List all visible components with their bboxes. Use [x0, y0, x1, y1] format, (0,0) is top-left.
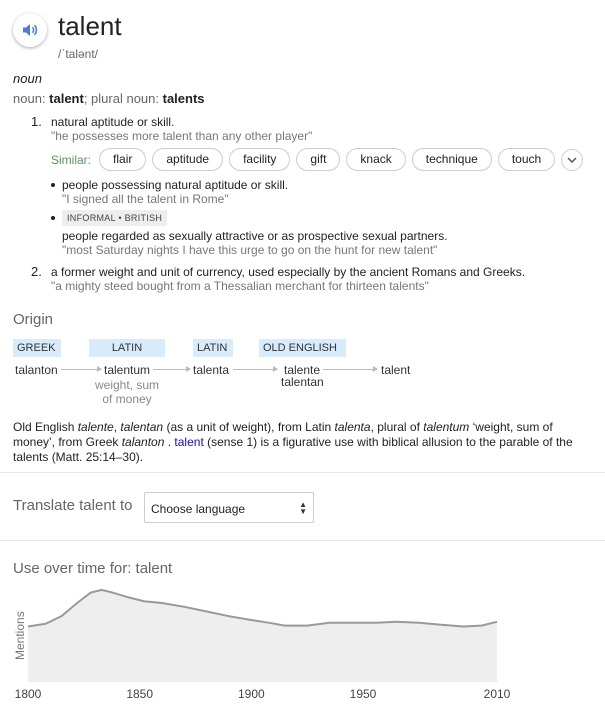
similar-chip[interactable]: gift	[296, 148, 340, 171]
etym-text: .	[164, 435, 175, 449]
etym-italic: talenta	[334, 420, 371, 434]
word-forms	[13, 91, 205, 106]
similar-words	[51, 148, 583, 171]
talent-link[interactable]: talent	[174, 435, 204, 449]
x-tick-label: 2010	[483, 687, 511, 701]
x-tick-label: 1850	[126, 687, 154, 701]
usage-area	[28, 590, 497, 682]
usage-title: Use over time for: talent	[13, 560, 173, 577]
origin-title: Origin	[13, 311, 54, 328]
etymology-text	[13, 420, 593, 465]
etym-text: (sense 1) is a figurative use with biblical allusion to the parable of the talents (Matt. 25:14–30).	[13, 435, 573, 464]
etym-italic: talentan	[120, 420, 164, 434]
sense-1	[51, 115, 312, 143]
origin-word: talentan	[281, 375, 324, 389]
bullet-dot	[51, 216, 55, 220]
plural-form: talents	[162, 91, 205, 106]
origin-word: talanton	[15, 363, 58, 377]
forms-middle: ; plural noun:	[83, 91, 163, 106]
expand-similar-button[interactable]	[561, 149, 583, 171]
part-of-speech: noun	[13, 71, 42, 86]
similar-chip[interactable]: touch	[498, 148, 555, 171]
definition: people possessing natural aptitude or skill.	[62, 178, 289, 192]
origin-arrow	[61, 369, 101, 370]
language-select-value: Choose language	[151, 502, 246, 516]
origin-language: OLD ENGLISH	[259, 339, 346, 357]
similar-label: Similar:	[51, 152, 92, 167]
origin-word: talent	[381, 363, 411, 377]
example: "a mighty steed bought from a Thessalian merchant for thirteen talents"	[51, 279, 429, 293]
etym-text: , plural of	[370, 420, 424, 434]
chart-ylabel: Mentions	[13, 611, 27, 660]
etym-text: ‘weight, sum of money’, from Greek	[13, 420, 553, 449]
x-tick-label: 1950	[349, 687, 377, 701]
sense-number: 1.	[31, 114, 42, 129]
similar-chip[interactable]: knack	[346, 148, 405, 171]
etym-italic: talentum	[423, 420, 470, 434]
origin-word: talenta	[193, 363, 230, 377]
etym-italic: talente	[77, 420, 114, 434]
example: "I signed all the talent in Rome"	[62, 192, 229, 206]
headword: talent	[58, 11, 122, 41]
divider	[0, 472, 605, 473]
definition: people regarded as sexually attractive or as prospective sexual partners.	[62, 229, 448, 243]
bullet-dot	[51, 183, 55, 187]
divider	[0, 540, 605, 541]
origin-arrow	[233, 369, 277, 370]
register-label: INFORMAL • BRITISH	[62, 210, 167, 226]
etym-text: (as a unit of weight), from Latin	[163, 420, 335, 434]
origin-language: GREEK	[13, 339, 61, 357]
etym-text: ,	[113, 420, 121, 434]
example: "most Saturday nights I have this urge to go on the hunt for new talent"	[62, 243, 438, 257]
similar-chip[interactable]: facility	[229, 148, 290, 171]
x-tick-label: 1900	[237, 687, 265, 701]
similar-chip[interactable]: aptitude	[152, 148, 223, 171]
x-tick-label: 1800	[14, 687, 42, 701]
similar-chip[interactable]: flair	[99, 148, 146, 171]
etym-italic: talanton	[121, 435, 165, 449]
definition: a former weight and unit of currency, used especially by the ancient Romans and Greeks.	[51, 265, 526, 279]
origin-language: LATIN	[193, 339, 233, 357]
pronunciation: /ˈtalənt/	[58, 47, 99, 61]
singular-form: talent	[49, 91, 84, 106]
example: "he possesses more talent than any other player"	[51, 129, 313, 143]
origin-arrow	[153, 369, 190, 370]
chevron-down-icon	[567, 157, 577, 163]
forms-prefix: noun:	[13, 91, 50, 106]
speaker-icon	[22, 23, 38, 37]
origin-word: talentum	[104, 363, 151, 377]
language-select[interactable]	[144, 492, 314, 523]
translate-label: Translate talent to	[13, 497, 133, 514]
play-pronunciation-button[interactable]	[13, 13, 47, 47]
origin-word: talente	[284, 363, 321, 377]
sense-number: 2.	[31, 264, 42, 279]
origin-language: LATIN	[89, 339, 165, 357]
select-arrows-icon: ▲ ▼	[299, 500, 307, 516]
origin-arrow	[323, 369, 377, 370]
definition: natural aptitude or skill.	[51, 115, 175, 129]
similar-chip[interactable]: technique	[412, 148, 492, 171]
origin-gloss: weight, sum of money	[94, 378, 160, 406]
etym-text: Old English	[13, 420, 78, 434]
usage-chart	[0, 580, 605, 705]
sense-2	[51, 265, 525, 293]
